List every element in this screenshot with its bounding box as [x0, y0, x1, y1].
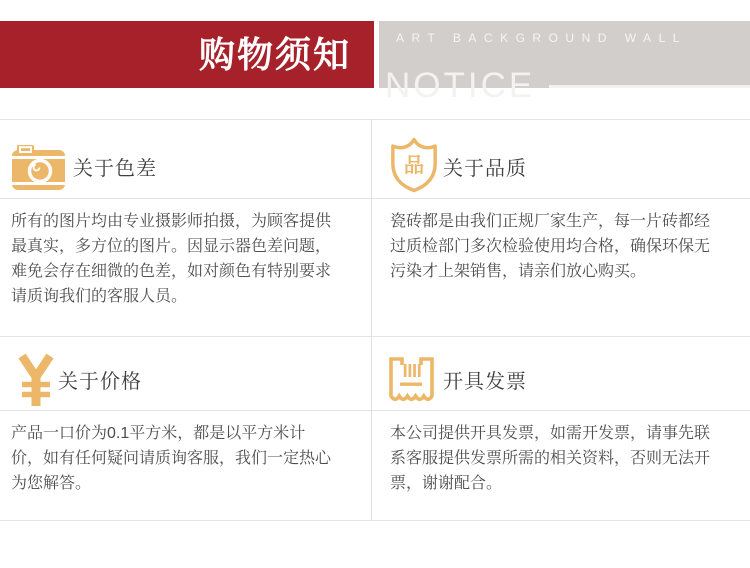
- section-title-color: 关于色差: [73, 158, 157, 180]
- divider-row-mid: [0, 336, 750, 337]
- section-title-invoice: 开具发票: [443, 371, 527, 393]
- camera-icon: [12, 144, 65, 195]
- section-body-price: 产品一口价为0.1平方米，都是以平方米计价，如有任何疑问请质询客服，我们一定热心为您解答。: [11, 425, 332, 492]
- notice-row: [385, 67, 750, 105]
- notice-rule-line: [549, 85, 750, 88]
- header-tagline: ART BACKGROUND WALL: [396, 31, 687, 45]
- divider-bottom: [0, 520, 750, 521]
- notice-label: NOTICE: [385, 66, 536, 105]
- section-title-price: 关于价格: [58, 371, 142, 393]
- quality-shield-icon: [389, 137, 439, 198]
- section-body-quality: 瓷砖都是由我们正规厂家生产，每一片砖都经过质检部门多次检验使用均合格，确保环保无污染才上架销售，请亲们放心购买。: [390, 213, 711, 280]
- divider-top: [0, 119, 750, 120]
- page-title: 购物须知: [198, 33, 351, 75]
- invoice-receipt-icon: [388, 356, 434, 411]
- shield-glyph: 品: [403, 155, 425, 178]
- divider-row2-header: [0, 410, 750, 411]
- yuan-price-icon: [16, 353, 56, 414]
- header-gray-banner: [379, 21, 750, 105]
- section-body-invoice: 本公司提供开具发票，如需开发票，请事先联系客服提供发票所需的相关资料，否则无法开票，谢谢配合。: [390, 425, 711, 492]
- header-red-banner: [0, 21, 374, 88]
- divider-row1-header: [0, 198, 750, 199]
- section-body-color: 所有的图片均由专业摄影师拍摄，为顾客提供最真实，多方位的图片。因显示器色差问题，难免会存在细微的色差，如对颜色有特别要求请质询我们的客服人员。: [11, 213, 332, 305]
- divider-vertical: [371, 119, 372, 520]
- section-title-quality: 关于品质: [443, 158, 527, 180]
